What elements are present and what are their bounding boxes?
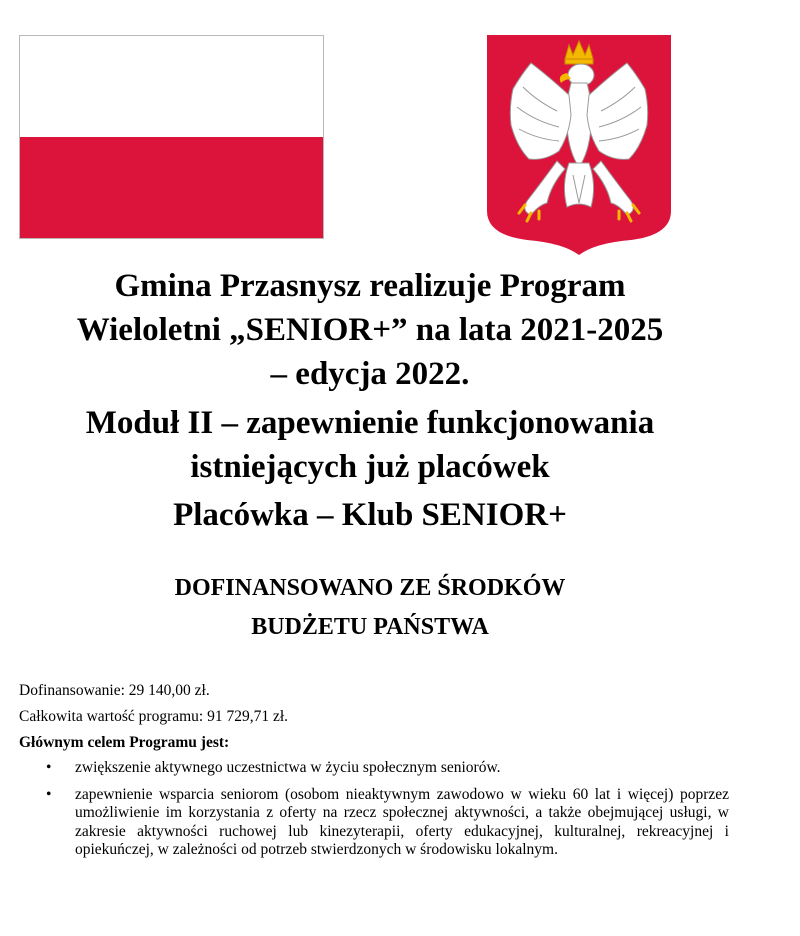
flag-red-stripe: [20, 137, 323, 238]
bullet-icon: •: [46, 785, 52, 803]
page-title: [20, 264, 720, 396]
module-heading: [20, 401, 720, 489]
facility-heading: Placówka – Klub SENIOR+: [173, 497, 567, 533]
bullet-icon: •: [46, 759, 52, 776]
funding-line: BUDŻETU PAŃSTWA: [251, 614, 489, 640]
funding-notice: [20, 569, 720, 647]
poland-flag-icon: [19, 35, 324, 239]
cofinancing-amount: Dofinansowanie: 29 140,00 zł.: [19, 682, 210, 699]
list-item: [19, 759, 729, 778]
polish-white-eagle-emblem-icon: [487, 35, 671, 255]
funding-line: DOFINANSOWANO ZE ŚRODKÓW: [174, 575, 566, 601]
goal-heading: Głównym celem Programu jest:: [19, 734, 230, 751]
goal-text: zwiększenie aktywnego uczestnictwa w życiu społecznym seniorów.: [75, 759, 501, 776]
goals-list: [19, 759, 729, 860]
program-details: [19, 681, 729, 868]
flag-white-stripe: [20, 36, 323, 137]
total-program-value: Całkowita wartość programu: 91 729,71 zł.: [19, 708, 289, 725]
title-line: Wieloletni „SENIOR+” na lata 2021-2025: [76, 312, 664, 348]
module-line: Moduł II – zapewnienie funkcjonowania: [85, 405, 655, 441]
module-line: istniejących już placówek: [190, 449, 550, 485]
title-line: – edycja 2022.: [270, 356, 470, 392]
list-item: [19, 786, 729, 860]
title-line: Gmina Przasnysz realizuje Program: [114, 268, 626, 304]
goal-text: zapewnienie wsparcia seniorom (osobom nieaktywnym zawodowo w wieku 60 lat i więcej) poprzez umożliwienie im korzystania z oferty na rzecz społecznej aktywności, a także obejmującej usługi, w zakresie aktywności ruchowej lub kinezyterapii, oferty edukacyjnej, kulturalnej, rekreacyjnej i opiekuńczej, w zależności od potrzeb stwierdzonych w środowisku lokalnym.: [75, 785, 729, 859]
